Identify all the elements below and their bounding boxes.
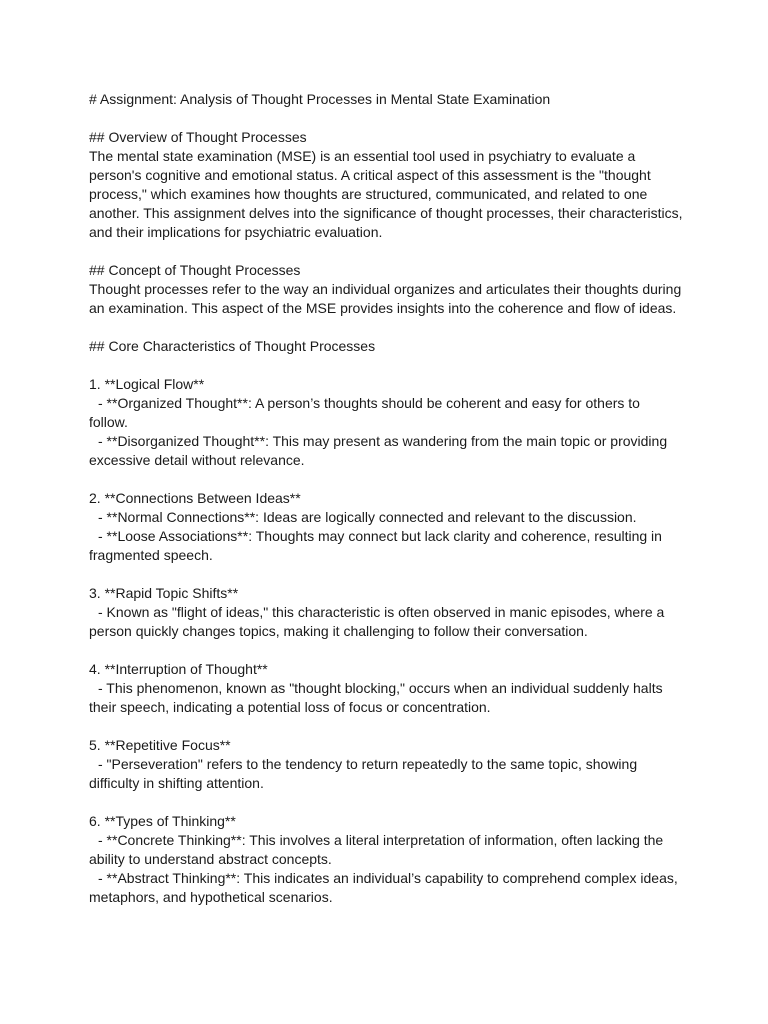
spacer [89, 318, 689, 337]
spacer [89, 717, 689, 736]
item-title: 5. **Repetitive Focus** [89, 737, 231, 753]
spacer [89, 470, 689, 489]
overview-line: The mental state examination (MSE) is an essential tool used in psychiatry to evaluate a [89, 148, 636, 164]
spacer [89, 356, 689, 375]
document-page [89, 90, 689, 907]
item-line: fragmented speech. [89, 547, 213, 563]
concept-line: an examination. This aspect of the MSE provides insights into the coherence and flow of ideas. [89, 300, 677, 316]
item-line: follow. [89, 414, 128, 430]
document-title: # Assignment: Analysis of Thought Processes in Mental State Examination [89, 91, 551, 107]
item-line: - **Disorganized Thought**: This may present as wandering from the main topic or providing [98, 433, 668, 449]
item-line: - "Perseveration" refers to the tendency to return repeatedly to the same topic, showing [98, 756, 638, 772]
overview-line: and their implications for psychiatric evaluation. [89, 224, 383, 240]
item-line: ability to understand abstract concepts. [89, 851, 332, 867]
overview-line: person's cognitive and emotional status. A critical aspect of this assessment is the "thought [89, 167, 651, 183]
item-line: - **Abstract Thinking**: This indicates an individual’s capability to comprehend complex ideas, [98, 870, 678, 886]
item-title: 1. **Logical Flow** [89, 376, 205, 392]
item-line: metaphors, and hypothetical scenarios. [89, 889, 333, 905]
item-line: - **Loose Associations**: Thoughts may connect but lack clarity and coherence, resulting in [98, 528, 662, 544]
overview-line: another. This assignment delves into the significance of thought processes, their characteristics, [89, 205, 683, 221]
item-line: - **Normal Connections**: Ideas are logically connected and relevant to the discussion. [98, 509, 637, 525]
item-line: - **Organized Thought**: A person’s thoughts should be coherent and easy for others to [98, 395, 640, 411]
spacer [89, 242, 689, 261]
item-line: their speech, indicating a potential loss of focus or concentration. [89, 699, 491, 715]
item-title: 4. **Interruption of Thought** [89, 661, 268, 677]
item-line: - This phenomenon, known as "thought blocking," occurs when an individual suddenly halts [98, 680, 663, 696]
item-line: difficulty in shifting attention. [89, 775, 264, 791]
spacer [89, 565, 689, 584]
overview-heading: ## Overview of Thought Processes [89, 129, 307, 145]
overview-line: process," which examines how thoughts are structured, communicated, and related to one [89, 186, 648, 202]
concept-line: Thought processes refer to the way an individual organizes and articulates their thoughts during [89, 281, 682, 297]
item-line: - Known as "flight of ideas," this characteristic is often observed in manic episodes, where a [98, 604, 665, 620]
spacer [89, 793, 689, 812]
item-title: 2. **Connections Between Ideas** [89, 490, 301, 506]
item-line: person quickly changes topics, making it challenging to follow their conversation. [89, 623, 588, 639]
item-title: 3. **Rapid Topic Shifts** [89, 585, 239, 601]
item-line: - **Concrete Thinking**: This involves a literal interpretation of information, often lacking the [98, 832, 664, 848]
item-line: excessive detail without relevance. [89, 452, 305, 468]
core-heading: ## Core Characteristics of Thought Processes [89, 338, 376, 354]
spacer [89, 641, 689, 660]
item-title: 6. **Types of Thinking** [89, 813, 236, 829]
concept-heading: ## Concept of Thought Processes [89, 262, 301, 278]
spacer [89, 109, 689, 128]
